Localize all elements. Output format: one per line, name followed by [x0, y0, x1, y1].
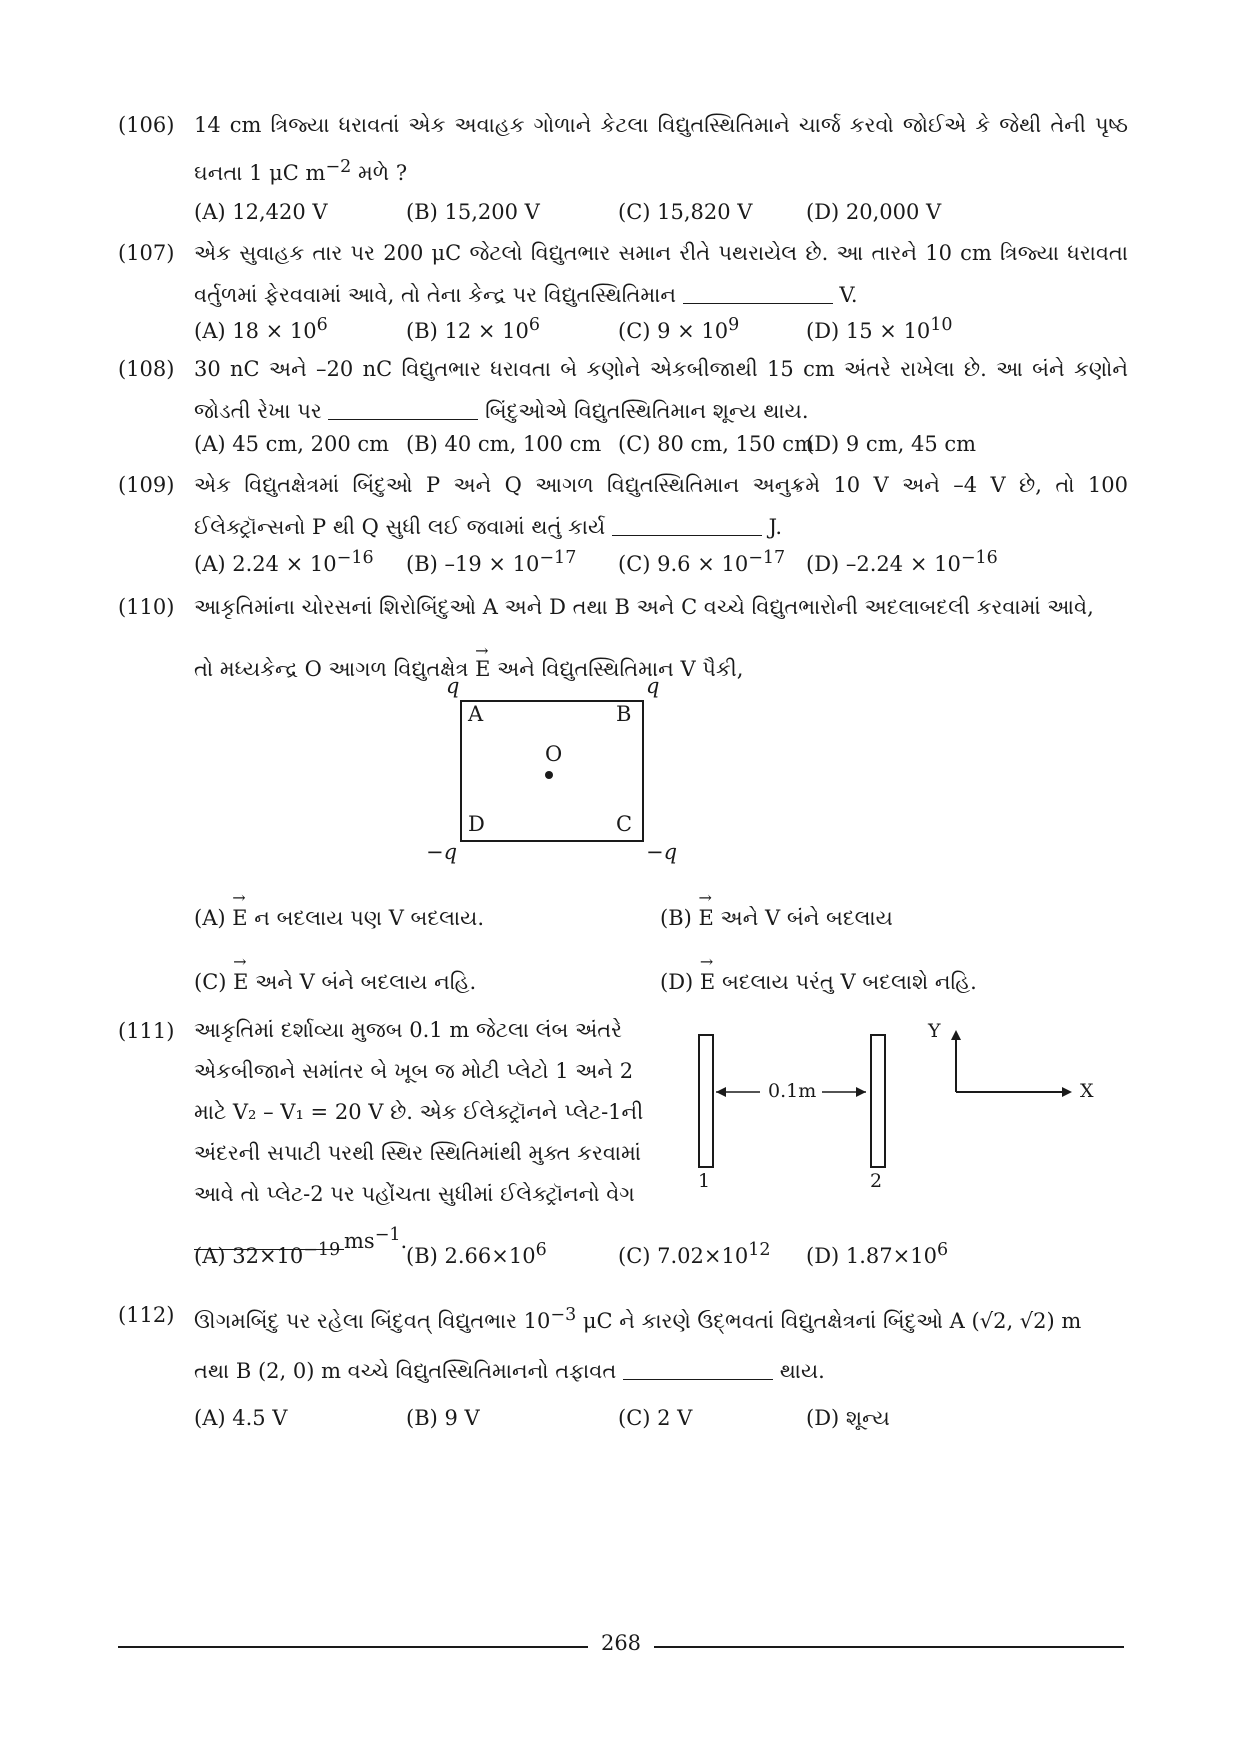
option-d[interactable]: (D) શૂન્ય: [806, 1406, 890, 1430]
plate-label: 1: [698, 1170, 711, 1192]
option-a[interactable]: (A) $32\times 10^{-19}$: [194, 1240, 341, 1268]
question-112: [118, 1294, 1128, 1342]
gap-label: 0.1m: [768, 1080, 817, 1102]
question-112-line2: તથા B (2, 0) m વચ્ચે વિદ્યુતસ્થિતિમાનનો તફાવત થાય.: [194, 1359, 825, 1383]
corner-label: D: [468, 812, 485, 836]
corner-label: C: [616, 812, 633, 836]
question-107: [118, 232, 1128, 316]
answer-blank[interactable]: [623, 1358, 773, 1380]
question-111: [118, 1010, 678, 1262]
square-figure: [420, 670, 710, 880]
charge-label: −q: [426, 840, 458, 864]
option-a[interactable]: (A) 4.5 V: [194, 1406, 288, 1430]
question-text: ઊગમબિંદુ પર રહેલા બિંદુવત્ વિદ્યુતભાર $10^{-3}$ μC ને કારણે ઉદ્ભવતાં વિદ્યુતક્ષેત્રનાં બિંદુઓ A (√2, √2) m: [194, 1305, 1082, 1333]
question-109: [118, 464, 1128, 548]
option-c[interactable]: (C) $9.6 \times 10^{-17}$: [618, 548, 786, 576]
answer-blank[interactable]: [328, 398, 478, 420]
option-d[interactable]: (D) 9 cm, 45 cm: [806, 432, 977, 456]
option-b[interactable]: (B) 9 V: [406, 1406, 480, 1430]
question-number: (111): [118, 1019, 175, 1043]
question-110-line2: તો મધ્યકેન્દ્ર O આગળ વિદ્યુતક્ષેત્ર → E અને વિદ્યુતસ્થિતિમાન V પૈકી,: [118, 642, 1128, 690]
question-number: (107): [118, 241, 175, 265]
option-d[interactable]: (D) → E બદલાય પરંતુ V બદલાશે નહિ.: [660, 964, 977, 995]
x-axis-label: X: [1080, 1080, 1094, 1102]
charge-label: q: [646, 674, 660, 698]
option-a[interactable]: (A) 45 cm, 200 cm: [194, 432, 390, 456]
question-number: (108): [118, 357, 175, 381]
option-a[interactable]: (A) $2.24 \times 10^{-16}$: [194, 548, 374, 576]
corner-label: A: [468, 702, 484, 726]
option-c[interactable]: (C) 80 cm, 150 cm: [618, 432, 814, 456]
charge-label: −q: [646, 840, 678, 864]
charge-label: q: [446, 674, 460, 698]
y-axis-label: Y: [928, 1020, 941, 1042]
option-c[interactable]: (C) → E અને V બંને બદલાય નહિ.: [194, 964, 476, 995]
plates-figure: [680, 1020, 1120, 1200]
footer-rule-right: [654, 1646, 1124, 1648]
answer-blank[interactable]: [683, 282, 833, 304]
question-text: એક વિદ્યુતક્ષેત્રમાં બિંદુઓ P અને Q આગળ વિદ્યુતસ્થિતિમાન અનુક્રમે 10 V અને –4 V છે, તો 100 ઈલેક્ટ્રૉન્સનો P થી Q સુધી લઈ જવામાં થતું કાર્ય J.: [194, 473, 1128, 539]
option-a[interactable]: (A) $18 \times 10^6$: [194, 315, 328, 343]
page-number: 268: [600, 1631, 642, 1655]
question-number: (110): [118, 595, 175, 619]
option-a[interactable]: (A) → E ન બદલાય પણ V બદલાય.: [194, 900, 484, 931]
vector-e: → E: [475, 642, 490, 690]
question-text: આકૃતિમાં દર્શાવ્યા મુજબ 0.1 m જેટલા લંબ અંતરે એકબીજાને સમાંતર બે ખૂબ જ મોટી પ્લેટો 1 અને 2 માટે V₂ – V₁ = 20 V છે. એક ઈલેક્ટ્રૉનને પ્લેટ-1ની અંદરની સપાટી પરથી સ્થિર સ્થિતિમાંથી મુક્ત કરવામાં આવે તો પ્લેટ-2 પર પહોંચતા સુધીમાં ઈલેક્ટ્રૉનનો વેગ $ms^{-1}$.: [194, 1018, 644, 1253]
plate-label: 2: [870, 1170, 883, 1192]
answer-blank[interactable]: [612, 514, 762, 536]
option-b[interactable]: (B) 40 cm, 100 cm: [406, 432, 602, 456]
option-d[interactable]: (D) $-2.24 \times 10^{-16}$: [806, 548, 998, 576]
option-b[interactable]: (B) $12 \times 10^6$: [406, 315, 541, 343]
question-108: [118, 348, 1128, 432]
question-text: 14 cm ત્રિજ્યા ધરાવતાં એક અવાહક ગોળાને કેટલા વિદ્યુતસ્થિતિમાને ચાર્જ કરવો જોઈએ કે જેથી તેની પૃષ્ઠ ઘનતા 1 μC $m^{-2}$ મળે ?: [194, 113, 1128, 185]
question-110: [118, 586, 1128, 628]
corner-label: B: [616, 702, 632, 726]
option-d[interactable]: (D) $1.87\times 10^6$: [806, 1240, 949, 1268]
question-number: (112): [118, 1303, 175, 1327]
question-106: [118, 104, 1128, 194]
option-b[interactable]: (B) $2.66\times 10^6$: [406, 1240, 547, 1268]
center-label: O: [545, 742, 563, 766]
question-number: (109): [118, 473, 175, 497]
option-b[interactable]: (B) → E અને V બંને બદલાય: [660, 900, 893, 931]
question-number: (106): [118, 113, 175, 137]
figure-arrows: [680, 1020, 1120, 1200]
option-c[interactable]: (C) 2 V: [618, 1406, 693, 1430]
question-text: એક સુવાહક તાર પર 200 μC જેટલો વિદ્યુતભાર સમાન રીતે પથરાયેલ છે. આ તારને 10 cm ત્રિજ્યા ધરાવતા વર્તુળમાં ફેરવવામાં આવે, તો તેના કેન્દ્ર પર વિદ્યુતસ્થિતિમાન V.: [194, 241, 1128, 307]
option-d[interactable]: (D) $15 \times 10^{10}$: [806, 315, 953, 343]
center-dot: [545, 771, 553, 779]
option-c[interactable]: (C) $7.02\times 10^{12}$: [618, 1240, 771, 1268]
option-c[interactable]: (C) $9 \times 10^9$: [618, 315, 740, 343]
option-b[interactable]: (B) 15,200 V: [406, 200, 540, 224]
question-text: આકૃતિમાંના ચોરસનાં શિરોબિંદુઓ A અને D તથા B અને C વચ્ચે વિદ્યુતભારોની અદલાબદલી કરવામાં આવે,: [194, 595, 1094, 619]
question-text: 30 nC અને –20 nC વિદ્યુતભાર ધરાવતા બે કણોને એકબીજાથી 15 cm અંતરે રાખેલા છે. આ બંને કણોને જોડતી રેખા પર બિંદુઓએ વિદ્યુતસ્થિતિમાન શૂન્ય થાય.: [194, 357, 1128, 423]
option-b[interactable]: (B) $-19 \times 10^{-17}$: [406, 548, 577, 576]
footer-rule-left: [118, 1646, 588, 1648]
option-d[interactable]: (D) 20,000 V: [806, 200, 942, 224]
option-a[interactable]: (A) 12,420 V: [194, 200, 328, 224]
option-c[interactable]: (C) 15,820 V: [618, 200, 753, 224]
